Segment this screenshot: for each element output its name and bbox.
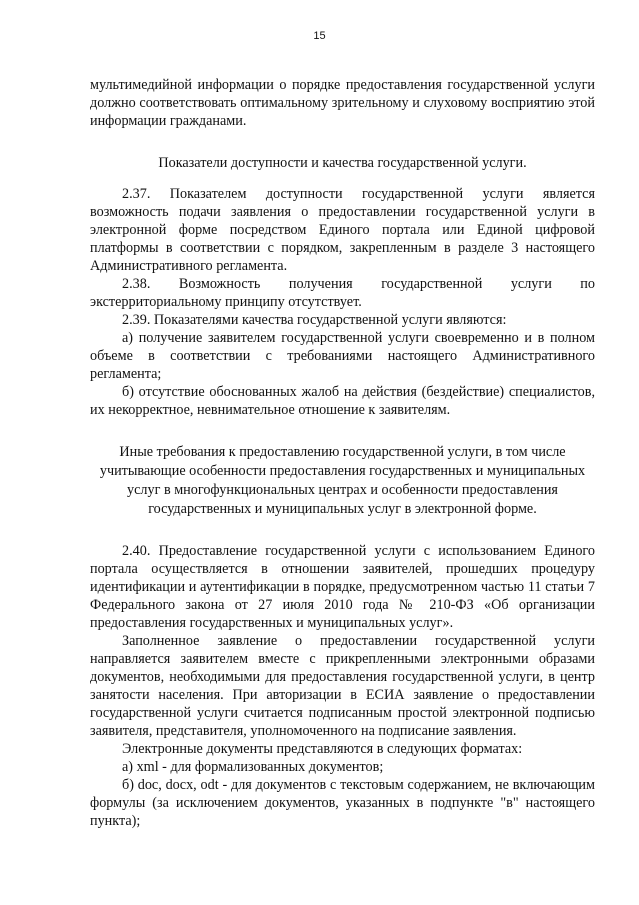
- paragraph-format-b: б) doc, docx, odt - для документов с текстовым содержанием, не включающим формулы (за исключением документов, указанных в подпункте "в" настоящего пункта);: [90, 777, 595, 829]
- paragraph-format-a: а) xml - для формализованных документов;: [122, 759, 384, 775]
- paragraph-2-39: 2.39. Показателями качества государственной услуги являются:: [122, 312, 507, 328]
- section-heading-other-requirements: Иные требования к предоставлению государственной услуги, в том числе учитывающие особенности предоставления государственных и муниципальных услуг в многофункциональных центрах и особенности предоставления государственных и муниципальных услуг в электронной форме.: [99, 444, 586, 517]
- paragraph-2-38: 2.38. Возможность получения государственной услуги по экстерриториальному принципу отсутствует.: [90, 276, 595, 310]
- paragraph-intro: мультимедийной информации о порядке предоставления государственной услуги должно соответствовать оптимальному зрительному и слуховому восприятию этой информации гражданами.: [90, 77, 595, 129]
- paragraph-2-39-a: а) получение заявителем государственной услуги своевременно и в полном объеме в соответствии с требованиями настоящего Административного регламента;: [90, 330, 595, 382]
- paragraph-filled-application: Заполненное заявление о предоставлении государственной услуги направляется заявителем вместе с прикрепленными электронными образами документов, необходимыми для предоставления государственной услуги, в центр занятости населения. При авторизации в ЕСИА заявление о предоставлении государственной услуги считается подписанным простой электронной подписью заявителя, представителя, уполномоченного на подписание заявления.: [90, 633, 595, 739]
- paragraph-formats: Электронные документы представляются в следующих форматах:: [122, 741, 523, 757]
- paragraph-2-39-b: б) отсутствие обоснованных жалоб на действия (бездействие) специалистов, их некорректное, невнимательное отношение к заявителям.: [90, 384, 595, 418]
- section-heading-accessibility: Показатели доступности и качества государственной услуги.: [158, 155, 527, 171]
- paragraph-2-40: 2.40. Предоставление государственной услуги с использованием Единого портала осуществляется в отношении заявителей, прошедших процедуру идентификации и аутентификации в порядке, предусмотренном частью 11 статьи 7 Федерального закона от 27 июля 2010 года № 210-ФЗ «Об организации предоставления государственных и муниципальных услуг».: [90, 543, 595, 631]
- paragraph-2-37: 2.37. Показателем доступности государственной услуги является возможность подачи заявления о предоставлении государственной услуги в электронной форме посредством Единого портала или Единой цифровой платформы в соответствии с порядком, закрепленным в разделе 3 настоящего Административного регламента.: [90, 186, 595, 274]
- page-number: 15: [313, 30, 326, 42]
- document-body: [90, 76, 595, 830]
